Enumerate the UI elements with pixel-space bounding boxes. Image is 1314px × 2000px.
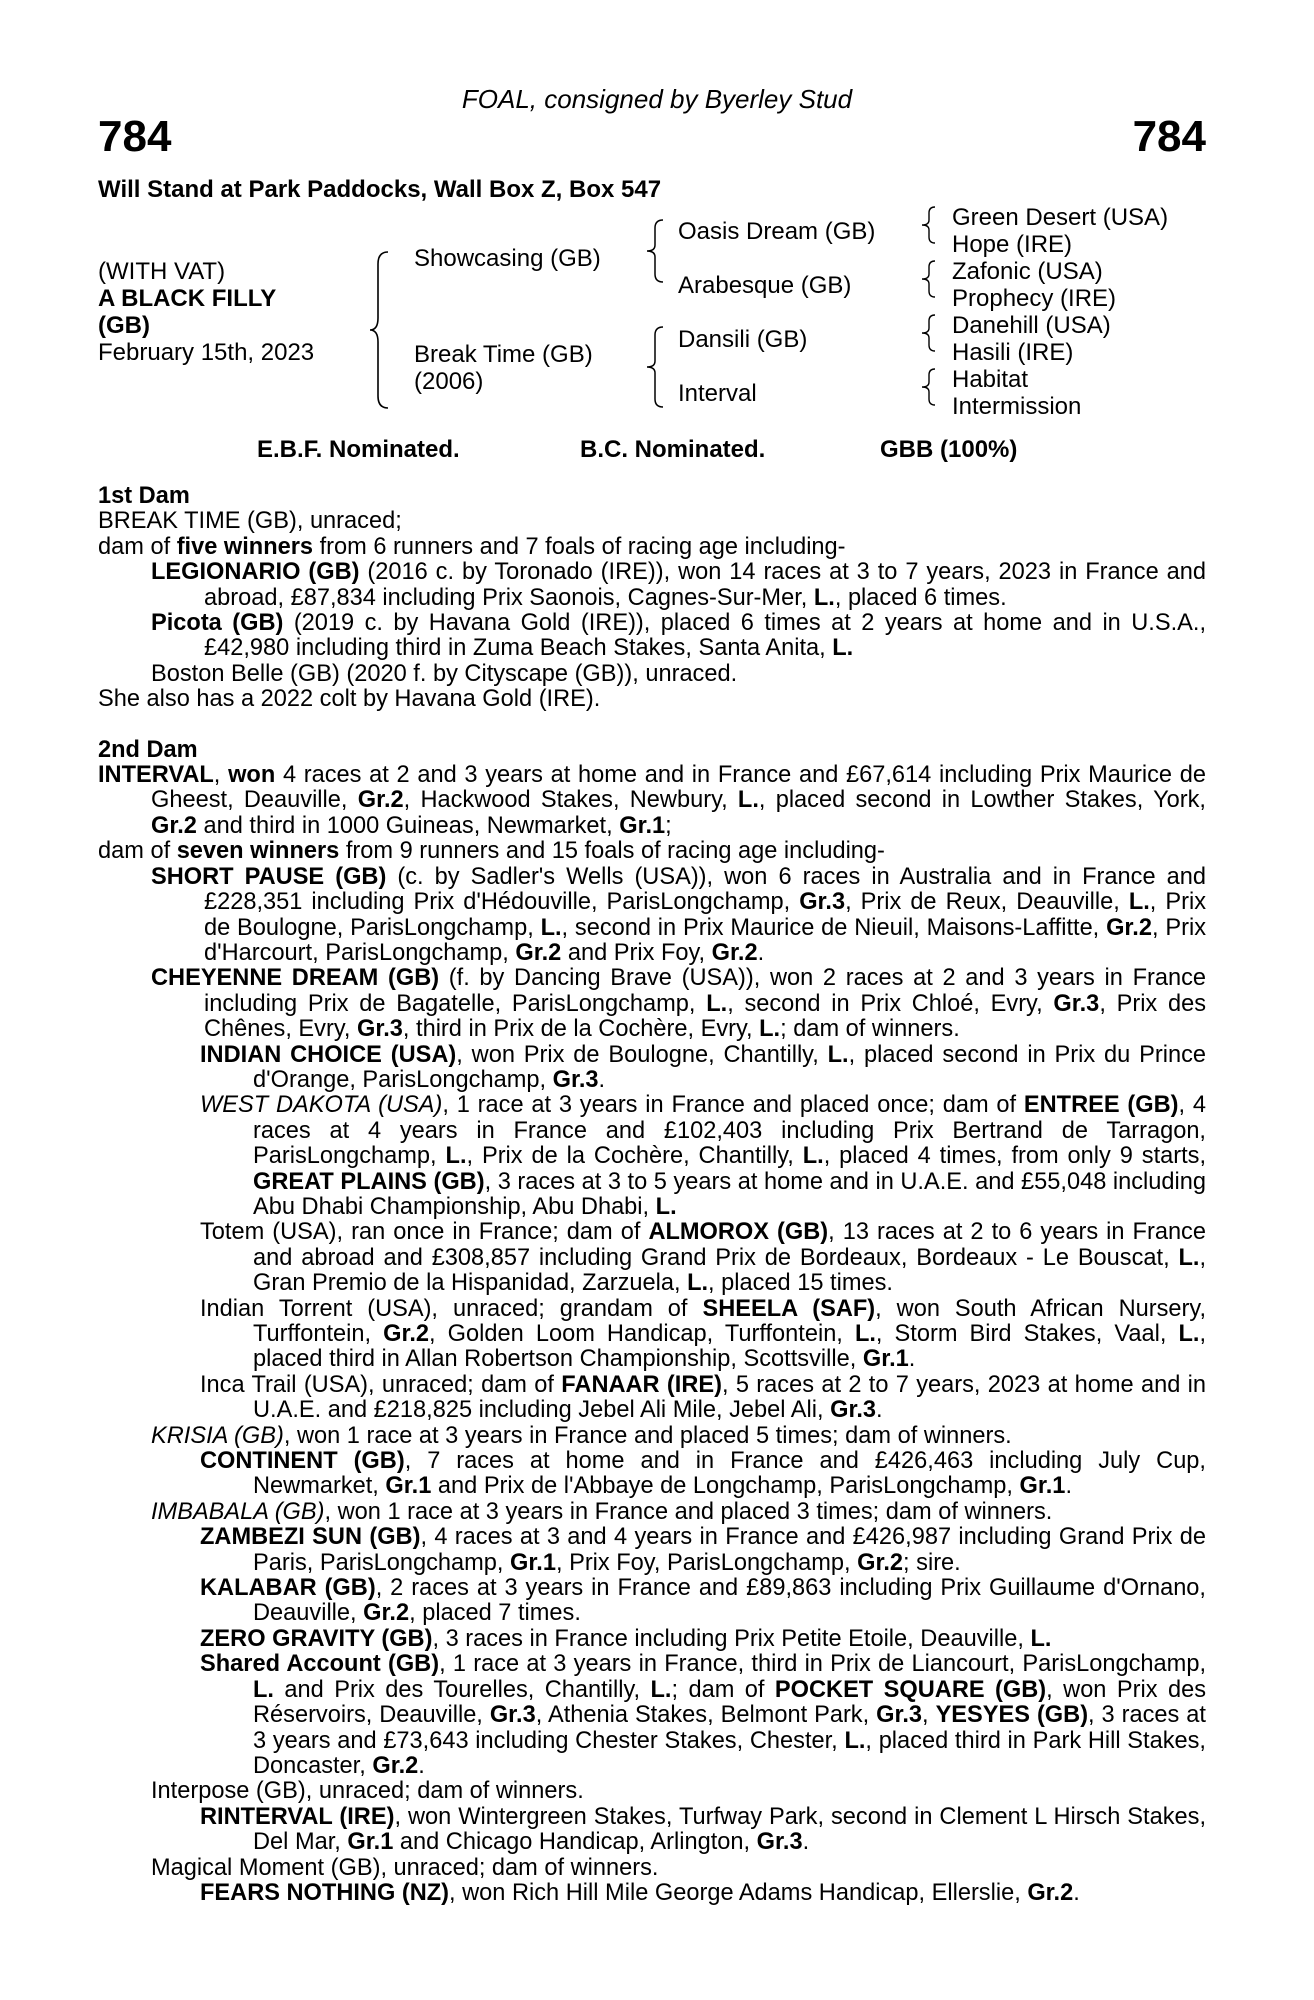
- text-run: and Chicago Handicap, Arlington,: [393, 1829, 757, 1856]
- text-run: , Prix de Reux, Deauville,: [845, 889, 1129, 916]
- text-run: , 4 races at 3 and 4 years in France and £426,987 including Grand Prix de Paris, ParisLongchamp,: [253, 1524, 1206, 1576]
- produce-record: [98, 484, 1206, 1906]
- pedigree-sire-sire: Oasis Dream (GB): [678, 218, 876, 245]
- text-run: WEST DAKOTA (USA): [200, 1092, 443, 1119]
- text-run: won: [228, 762, 276, 789]
- gbb-status: GBB (100%): [880, 436, 1018, 463]
- text-run: Inca Trail (USA), unraced; dam of: [200, 1371, 562, 1398]
- lot-name-line2: (GB): [98, 312, 150, 339]
- text-run: and Prix de l'Abbaye de Longchamp, ParisLongchamp,: [431, 1473, 1020, 1500]
- vat-label: (WITH VAT): [98, 258, 226, 285]
- text-run: Gr.2: [372, 1752, 419, 1779]
- produce-imbabala: [151, 1500, 1206, 1525]
- produce-totem: [200, 1220, 1206, 1296]
- produce-short-pause: [151, 865, 1206, 967]
- text-run: Gr.1: [510, 1549, 556, 1576]
- text-run: Gr.1: [862, 1346, 909, 1373]
- text-run: Gr.2: [151, 812, 197, 839]
- text-run: Gr.3: [356, 1016, 403, 1043]
- text-run: , Prix des Chênes, Evry,: [204, 990, 1206, 1043]
- pedigree-g3-6: Hasili (IRE): [952, 339, 1074, 366]
- pedigree-dam-sire: Dansili (GB): [678, 326, 808, 353]
- produce-interpose: [151, 1779, 1206, 1804]
- text-run: , won Prix de Boulogne, Chantilly,: [456, 1041, 828, 1068]
- produce-west-dakota: [200, 1093, 1206, 1220]
- text-run: , placed 7 times.: [409, 1600, 581, 1627]
- text-run: ; dam of: [671, 1676, 775, 1703]
- text-run: , 13 races at 2 to 6 years in France and abroad and £308,857 including Grand Prix de Bordeaux, Bordeaux - Le Bouscat,: [253, 1219, 1206, 1271]
- ebf-nomination: E.B.F. Nominated.: [257, 436, 460, 463]
- pedigree-sire: Showcasing (GB): [414, 245, 601, 272]
- text-run: ; dam of winners.: [780, 1016, 960, 1043]
- text-run: .: [757, 939, 765, 966]
- text-run: .: [418, 1752, 425, 1779]
- text-run: IMBABALA (GB): [151, 1498, 325, 1525]
- text-run: , 5 races at 2 to 7 years, 2023 at home and in U.A.E. and £218,825 including Jebel Ali Mile, Jebel Ali,: [253, 1371, 1207, 1424]
- text-run: ZERO GRAVITY (GB): [200, 1625, 433, 1652]
- text-run: , 3 races at 3 to 5 years at home and in U.A.E. and £55,048 including Abu Dhabi Championship, Abu Dhabi,: [253, 1168, 1207, 1220]
- first-dam-heading: 1st Dam: [98, 483, 190, 509]
- text-run: , won Rich Hill Mile George Adams Handicap, Ellerslie,: [449, 1879, 1028, 1906]
- pedigree-g3-2: Hope (IRE): [952, 231, 1073, 258]
- produce-kalabar: [200, 1576, 1206, 1627]
- text-run: L.: [844, 1727, 866, 1754]
- text-run: Gr.1: [1019, 1473, 1066, 1500]
- pedigree-g3-5: Danehill (USA): [952, 312, 1111, 339]
- pedigree-g3-7: Habitat: [952, 366, 1029, 393]
- text-run: , placed 4 times, from only 9 starts,: [823, 1143, 1207, 1170]
- text-run: , second in Prix Maurice de Nieuil, Maisons-Laffitte,: [561, 914, 1107, 941]
- second-dam-heading: 2nd Dam: [98, 736, 198, 763]
- text-run: L.: [1030, 1625, 1052, 1652]
- text-run: , Storm Bird Stakes, Vaal,: [875, 1321, 1179, 1347]
- text-run: ,: [922, 1702, 936, 1729]
- text-run: , Hackwood Stakes, Newbury,: [403, 787, 738, 814]
- text-run: , placed third in Park Hill Stakes, Doncaster,: [253, 1727, 1206, 1779]
- text-run: Gr.3: [1053, 990, 1100, 1017]
- produce-inca-trail: [200, 1373, 1206, 1424]
- text-run: Gr.3: [876, 1702, 923, 1729]
- text-run: ALMOROX (GB): [648, 1219, 829, 1246]
- text-run: .: [876, 1397, 883, 1424]
- text-run: , Prix d'Harcourt, ParisLongchamp,: [204, 914, 1206, 966]
- lot-name-line1: A BLACK FILLY: [98, 285, 277, 312]
- second-dam-summary: [98, 839, 1206, 864]
- produce-indian-choice: [200, 1043, 1206, 1094]
- pedigree-brace-sire: [647, 218, 669, 284]
- text-run: , Prix Foy, ParisLongchamp,: [555, 1549, 858, 1576]
- first-dam-summary: dam of five winners from 6 runners and 7 foals of racing age including-: [98, 533, 846, 560]
- bc-nomination: B.C. Nominated.: [580, 436, 766, 463]
- text-run: Gr.3: [489, 1702, 536, 1729]
- text-run: L.: [650, 1676, 672, 1703]
- produce-continent: [200, 1449, 1206, 1500]
- second-dam-record: [98, 763, 1206, 839]
- produce-krisia: [151, 1424, 1206, 1449]
- text-run: , 3 races at 3 years and £73,643 including Chester Stakes, Chester,: [253, 1702, 1206, 1754]
- text-run: ZAMBEZI SUN (GB): [200, 1524, 421, 1551]
- text-run: dam of: [98, 838, 177, 865]
- text-run: RINTERVAL (IRE): [200, 1803, 395, 1830]
- consignor-line: FOAL, consigned by Byerley Stud: [461, 84, 853, 114]
- text-run: Indian Torrent (USA), unraced; grandam of: [200, 1295, 703, 1322]
- produce-cheyenne-dream: [151, 966, 1206, 1042]
- produce-legionario: LEGIONARIO (GB) (2016 c. by Toronado (IRE)), won 14 races at 3 to 7 years, 2023 in France and abroad, £87,834 including Prix Saonois, Cagnes-Sur-Mer, L., placed 6 times.: [151, 559, 1206, 611]
- text-run: , 3 races in France including Prix Petite Etoile, Deauville,: [432, 1625, 1031, 1652]
- text-run: FEARS NOTHING (NZ): [200, 1879, 450, 1906]
- lot-number-right: 784: [1132, 112, 1206, 161]
- text-run: Gr.3: [756, 1829, 803, 1856]
- stand-location: Will Stand at Park Paddocks, Wall Box Z, Box 547: [98, 176, 662, 203]
- text-run: , placed 15 times.: [708, 1270, 893, 1297]
- text-run: L.: [1178, 1244, 1200, 1271]
- text-run: KRISIA (GB): [151, 1422, 284, 1449]
- text-run: (c. by Sadler's Wells (USA)), won 6 races in Australia and in France and £228,351 including Prix d'Hédouville, ParisLongchamp,: [204, 863, 1206, 916]
- pedigree-g3-4: Prophecy (IRE): [952, 285, 1117, 312]
- text-run: , 2 races at 3 years in France and £89,863 including Prix Guillaume d'Ornano, Deauville,: [253, 1575, 1206, 1627]
- produce-boston-belle: Boston Belle (GB) (2020 f. by Cityscape (GB)), unraced.: [151, 660, 738, 687]
- text-run: L.: [1128, 889, 1150, 916]
- produce-rinterval: [200, 1805, 1206, 1856]
- text-run: ;: [665, 812, 672, 839]
- text-run: L.: [445, 1143, 467, 1170]
- text-run: L.: [706, 990, 728, 1017]
- text-run: , Athenia Stakes, Belmont Park,: [535, 1702, 877, 1729]
- text-run: and Prix Foy,: [561, 939, 712, 966]
- text-run: Gr.3: [552, 1066, 599, 1093]
- pedigree-dam-dam: Interval: [678, 380, 757, 407]
- text-run: , Prix de la Cochère, Chantilly,: [466, 1143, 803, 1170]
- text-run: Gr.2: [363, 1600, 410, 1627]
- text-run: SHEELA (SAF): [702, 1295, 876, 1322]
- text-run: L.: [802, 1143, 824, 1170]
- text-run: CONTINENT (GB): [200, 1448, 405, 1475]
- text-run: , 7 races at home and in France and £426,463 including July Cup, Newmarket,: [253, 1448, 1206, 1500]
- text-run: , Gran Premio de la Hispanidad, Zarzuela,: [253, 1244, 1206, 1297]
- text-run: , Prix de Boulogne, ParisLongchamp,: [204, 889, 1206, 941]
- text-run: from 9 runners and 15 foals of racing age including-: [339, 838, 885, 865]
- produce-2022-colt: She also has a 2022 colt by Havana Gold (IRE).: [98, 686, 601, 713]
- text-run: Gr.1: [347, 1829, 394, 1856]
- text-run: Gr.2: [1027, 1879, 1074, 1906]
- text-run: SHORT PAUSE (GB): [151, 863, 387, 890]
- text-run: Gr.2: [857, 1549, 904, 1576]
- produce-zero-gravity: [200, 1627, 1206, 1652]
- text-run: INDIAN CHOICE (USA): [200, 1041, 457, 1068]
- text-run: Shared Account (GB): [200, 1651, 440, 1678]
- text-run: Magical Moment (GB), unraced; dam of winners.: [151, 1854, 659, 1881]
- text-run: , placed second in Prix du Prince d'Orange, ParisLongchamp,: [253, 1041, 1206, 1093]
- text-run: L.: [827, 1041, 849, 1068]
- text-run: Gr.2: [383, 1321, 430, 1347]
- text-run: , third in Prix de la Cochère, Evry,: [402, 1016, 760, 1043]
- text-run: L.: [655, 1193, 677, 1220]
- pedigree-dam: Break Time (GB): [414, 341, 593, 368]
- text-run: , placed third in Allan Robertson Championship, Scottsville,: [253, 1321, 1206, 1373]
- pedigree-brace-dam: [647, 325, 669, 409]
- text-run: .: [802, 1829, 810, 1856]
- text-run: , won South African Nursery, Turffontein,: [253, 1295, 1206, 1347]
- produce-zambezi-sun: [200, 1525, 1206, 1576]
- text-run: and third in 1000 Guineas, Newmarket,: [196, 812, 620, 839]
- text-run: L.: [854, 1321, 876, 1347]
- text-run: L.: [759, 1016, 781, 1043]
- text-run: L.: [687, 1270, 709, 1297]
- text-run: Gr.2: [711, 939, 758, 966]
- text-run: Gr.2: [357, 787, 404, 814]
- pedigree-sire-dam: Arabesque (GB): [678, 272, 852, 299]
- text-run: .: [1065, 1473, 1072, 1500]
- text-run: , placed second in Lowther Stakes, York,: [758, 787, 1206, 814]
- text-run: KALABAR (GB): [200, 1575, 376, 1602]
- pedigree-brace-g3: [922, 313, 940, 353]
- text-run: .: [1073, 1879, 1080, 1906]
- text-run: , second in Prix Chloé, Evry,: [727, 990, 1054, 1017]
- text-run: FANAAR (IRE): [561, 1371, 722, 1398]
- text-run: L.: [737, 787, 759, 814]
- pedigree-brace-g1: [922, 205, 940, 245]
- pedigree-brace-g2: [922, 259, 940, 299]
- foaling-date: February 15th, 2023: [98, 339, 315, 366]
- lot-number-left: 784: [98, 112, 172, 161]
- text-run: L.: [540, 914, 562, 941]
- text-run: , Golden Loom Handicap, Turffontein,: [429, 1321, 855, 1347]
- text-run: ENTREE (GB): [1023, 1092, 1179, 1119]
- produce-shared-account: [200, 1652, 1206, 1779]
- text-run: Gr.3: [830, 1397, 877, 1424]
- pedigree-brace-g4: [922, 367, 940, 407]
- text-run: , won Prix des Réservoirs, Deauville,: [253, 1676, 1206, 1729]
- text-run: L.: [1178, 1321, 1200, 1347]
- text-run: (f. by Dancing Brave (USA)), won 2 races at 2 and 3 years in France including Prix de Bagatelle, ParisLongchamp,: [204, 965, 1206, 1017]
- text-run: , 1 race at 3 years in France and placed once; dam of: [442, 1092, 1024, 1119]
- text-run: GREAT PLAINS (GB): [253, 1168, 485, 1195]
- text-run: , 1 race at 3 years in France, third in Prix de Liancourt, ParisLongchamp,: [439, 1651, 1206, 1678]
- text-run: Interpose (GB), unraced; dam of winners.: [151, 1778, 584, 1805]
- pedigree-g3-3: Zafonic (USA): [952, 258, 1103, 285]
- text-run: L.: [253, 1676, 274, 1703]
- text-run: , won 1 race at 3 years in France and placed 3 times; dam of winners.: [324, 1498, 1053, 1525]
- first-dam-line: BREAK TIME (GB), unraced;: [98, 508, 402, 535]
- text-run: YESYES (GB): [935, 1702, 1089, 1729]
- text-run: , won Wintergreen Stakes, Turfway Park, second in Clement L Hirsch Stakes, Del Mar,: [253, 1803, 1206, 1856]
- text-run: CHEYENNE DREAM (GB): [151, 965, 440, 992]
- text-run: INTERVAL: [98, 762, 214, 789]
- text-run: .: [908, 1346, 916, 1373]
- produce-indian-torrent: [200, 1297, 1206, 1373]
- produce-magical-moment: [151, 1856, 1206, 1881]
- pedigree-dam-year: (2006): [414, 368, 484, 395]
- text-run: .: [598, 1066, 606, 1093]
- produce-picota: Picota (GB) (2019 c. by Havana Gold (IRE)), placed 6 times at 2 years at home and in U.S.A., £42,980 including third in Zuma Beach Stakes, Santa Anita, L.: [151, 610, 1206, 662]
- text-run: ,: [213, 762, 229, 789]
- text-run: POCKET SQUARE (GB): [774, 1676, 1047, 1703]
- text-run: , 4 races at 4 years in France and £102,403 including Prix Bertrand de Tarragon, ParisLongchamp,: [253, 1092, 1206, 1170]
- text-run: 4 races at 2 and 3 years at home and in France and £67,614 including Prix Maurice de Gheest, Deauville,: [151, 762, 1206, 814]
- text-run: Totem (USA), ran once in France; dam of: [200, 1219, 649, 1246]
- text-run: , won 1 race at 3 years in France and placed 5 times; dam of winners.: [283, 1422, 1012, 1449]
- text-run: Gr.3: [799, 889, 846, 916]
- text-run: Gr.2: [515, 939, 562, 966]
- produce-fears-nothing: [200, 1881, 1206, 1906]
- text-run: Gr.1: [385, 1473, 432, 1500]
- text-run: Gr.2: [1106, 914, 1152, 941]
- text-run: Gr.1: [619, 812, 666, 839]
- pedigree-brace-main: [370, 250, 394, 410]
- pedigree-g3-8: Intermission: [952, 393, 1082, 420]
- pedigree-g3-1: Green Desert (USA): [952, 204, 1169, 231]
- text-run: seven winners: [176, 838, 340, 865]
- text-run: and Prix des Tourelles, Chantilly,: [273, 1676, 651, 1703]
- text-run: ; sire.: [903, 1549, 961, 1576]
